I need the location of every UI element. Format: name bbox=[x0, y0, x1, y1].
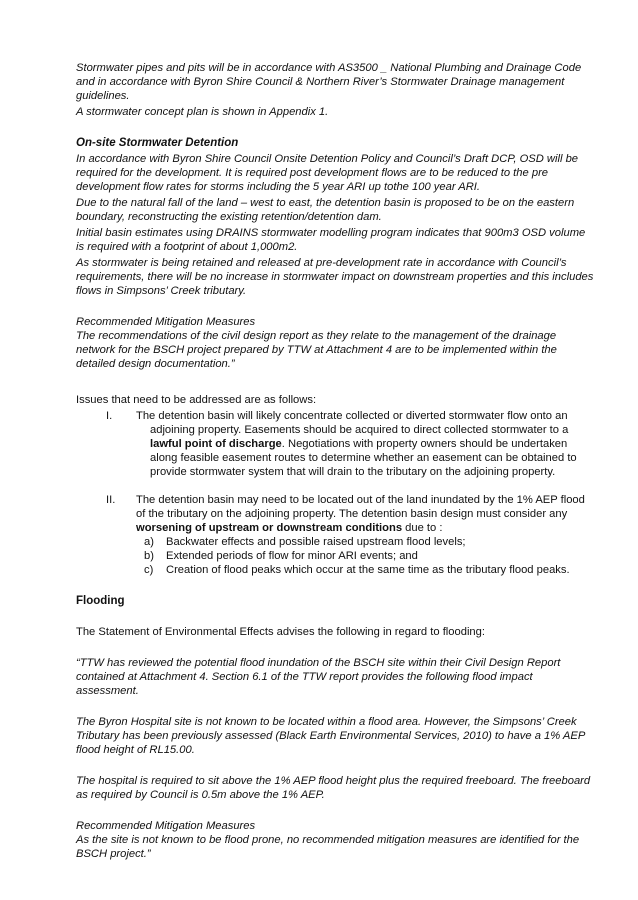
mitigation-heading-1: Recommended Mitigation Measures bbox=[76, 316, 256, 328]
issue-2-bold: worsening of upstream or downstream conditions bbox=[136, 522, 403, 534]
sub-number-b: b) bbox=[144, 550, 154, 562]
osd-paragraph-4: As stormwater is being retained and released at pre-development rate in accordance with Council’s requirements, there will be no increase in stormwater impact on downstream properties and this includes flows in Simpsons’ Creek tributary. bbox=[76, 257, 594, 297]
stormwater-pipes-paragraph: Stormwater pipes and pits will be in accordance with AS3500 _ National Plumbing and Drainage Code and in accordance with Byron Shire Council & Northern River’s Stormwater Drainage management guidelines. bbox=[76, 62, 582, 102]
issue-item-1 bbox=[76, 409, 594, 479]
flooding-intro: The Statement of Environmental Effects advises the following in regard to flooding: bbox=[76, 626, 485, 638]
sub-text-c: Creation of flood peaks which occur at the same time as the tributary flood peaks. bbox=[166, 564, 570, 576]
flooding-heading: Flooding bbox=[76, 595, 125, 607]
sub-item-a bbox=[76, 535, 594, 549]
mitigation-text-2: As the site is not known to be flood prone, no recommended mitigation measures are identified for the BSCH project.” bbox=[76, 834, 580, 860]
flooding-quote-3: The hospital is required to sit above the 1% AEP flood height plus the required freeboard. The freeboard as required by Council is 0.5m above the 1% AEP. bbox=[76, 775, 591, 801]
issues-intro: Issues that need to be addressed are as follows: bbox=[76, 394, 317, 406]
document-page bbox=[76, 61, 594, 861]
issue-item-2 bbox=[76, 493, 594, 535]
concept-plan-paragraph: A stormwater concept plan is shown in Appendix 1. bbox=[76, 106, 329, 118]
mitigation-text-1: The recommendations of the civil design report as they relate to the management of the drainage network for the BSCH project prepared by TTW at Attachment 4 are to be implemented within the detailed design documentation.” bbox=[76, 330, 557, 370]
sub-number-c: c) bbox=[144, 564, 154, 576]
sub-number-a: a) bbox=[144, 536, 154, 548]
flooding-quote-2: The Byron Hospital site is not known to be located within a flood area. However, the Simpsons’ Creek Tributary has been previously assessed (Black Earth Environmental Services, 2010) to have a 1% AEP flood height of RL15.00. bbox=[76, 716, 585, 756]
issue-1-text-a: The detention basin will likely concentrate collected or diverted stormwater flow onto an adjoining property. Easements should be acquired to direct collected stormwater to a bbox=[136, 410, 569, 436]
issue-text-2 bbox=[136, 493, 594, 535]
sub-item-c bbox=[76, 563, 594, 577]
mitigation-heading-2: Recommended Mitigation Measures bbox=[76, 820, 256, 832]
flooding-quote-1: “TTW has reviewed the potential flood inundation of the BSCH site within their Civil Design Report contained at Attachment 4. Section 6.1 of the TTW report provides the following flood impact assessment. bbox=[76, 657, 561, 697]
issue-number-1: I. bbox=[106, 410, 113, 422]
sub-item-b bbox=[76, 549, 594, 563]
osd-paragraph-1: In accordance with Byron Shire Council Onsite Detention Policy and Council’s Draft DCP, OSD will be required for the development. It is required post development flows are to be reduced to the pre development flow rates for storms including the 5 year ARI up tothe 100 year ARI. bbox=[76, 153, 579, 193]
sub-text-a: Backwater effects and possible raised upstream flood levels; bbox=[166, 536, 466, 548]
issue-1-bold: lawful point of discharge bbox=[150, 438, 282, 450]
sub-text-b: Extended periods of flow for minor ARI events; and bbox=[166, 550, 418, 562]
osd-heading: On-site Stormwater Detention bbox=[76, 137, 239, 149]
issue-2-text-a: The detention basin may need to be located out of the land inundated by the 1% AEP flood of the tributary on the adjoining property. The detention basin design must consider any bbox=[136, 494, 585, 520]
osd-paragraph-3: Initial basin estimates using DRAINS stormwater modelling program indicates that 900m3 OSD volume is required with a footprint of about 1,000m2. bbox=[76, 227, 586, 253]
issue-1-text-b: . Negotiations with property owners should be undertaken along feasible easement routes to determine whether an easement can be obtained to provide stormwater system that will drain to the tributary on the adjoining property. bbox=[150, 438, 577, 478]
osd-paragraph-2: Due to the natural fall of the land – west to east, the detention basin is proposed to be on the eastern boundary, reconstructing the existing retention/detention dam. bbox=[76, 197, 575, 223]
issue-2-text-b: due to : bbox=[402, 522, 443, 534]
issue-number-2: II. bbox=[106, 494, 116, 506]
issue-text-1 bbox=[136, 409, 594, 479]
